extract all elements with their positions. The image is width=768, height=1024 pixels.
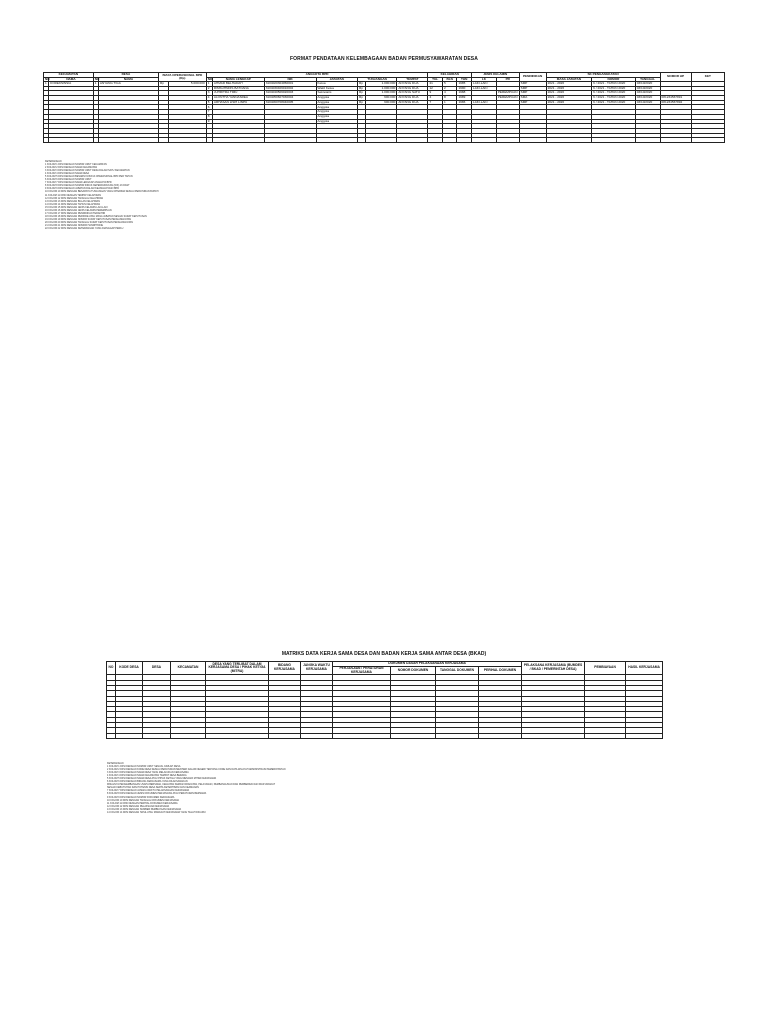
table-cell: PEREMPUAN	[497, 90, 518, 95]
table-cell: 1.000.000	[366, 91, 397, 96]
th-kecamatan: KECAMATAN	[44, 73, 94, 78]
table-cell: 9	[206, 119, 212, 124]
note-line: 7 KOLOM 7 DIISI DENGAN NAMA LENGKAP ANGGOTA BPD	[45, 181, 112, 185]
note-line: 20 KOLOM 20 DIISI DENGAN TANGGAL SURAT KEPUTUSAN PENGANGKATAN	[45, 220, 133, 224]
table-cell: 3	[206, 91, 212, 96]
table-cell: 900.000	[366, 96, 397, 101]
table-cell: Rp	[159, 82, 169, 87]
table-cell: Rp	[357, 86, 365, 91]
table-cell: JUHRITRA TIMU	[212, 91, 264, 96]
table-cell: 081234567891	[660, 96, 691, 101]
note-line: 11 KOLOM 11 DIISI DENGAN PERIHAL DOKUMEN KERJASAMA	[107, 801, 178, 805]
table-cell	[660, 138, 691, 143]
th-ket: KET	[691, 73, 724, 82]
table-cell: ANYANG DUA	[397, 86, 428, 91]
table-cell	[635, 138, 660, 143]
table-cell: 8	[442, 96, 457, 101]
th2-no: NO	[107, 662, 116, 675]
table-cell: SMA	[519, 96, 546, 101]
table-cell	[626, 733, 663, 738]
table-cell: 2021 - 2026	[546, 100, 592, 105]
note-line: MISALNYA PENGEMBANGAN USAHA BERSAMA, KEGIATAN KEMASYARAKATAN, PELAYANAN, PEMBANGUNAN DAN PEMBERDAYAAN MASYARAKAT	[107, 783, 276, 787]
note-line: 5 KOLOM 5 DIISI DENGAN BESARNYA BIAYA OPERASIONAL BPD PER TAHUN	[45, 175, 133, 179]
th-jabatan: JABATAN	[316, 77, 357, 82]
table-cell: 7	[206, 110, 212, 115]
table-row	[44, 138, 725, 143]
th2-nomor-dok: NOMOR DOKUMEN	[391, 666, 436, 675]
th2-kecamatan: KECAMATAN	[171, 662, 206, 675]
table-cell: 1	[206, 82, 212, 87]
th-anggota: ANGGOTA BPD	[206, 73, 428, 78]
table-cell	[171, 733, 206, 738]
table-cell: Ketua	[316, 82, 357, 87]
table-cell: 8	[206, 114, 212, 119]
th2-desa-terlibat: DESA YANG TERLIBAT DALAM KERJASAMA DESA / PIHAK KETIGA (MITRA)	[206, 662, 269, 675]
table-cell	[428, 138, 443, 143]
note-line: 2 KOLOM 2 DIISI DENGAN KODE DESA SESUAI PERATURAN MENTERI DALAM NEGERI TENTANG KODE DAN DATA WILAYAH ADMINISTRASI PEMERINTAHAN	[107, 768, 286, 772]
table-cell: Anggota	[316, 105, 357, 110]
note-line: 10 KOLOM 10 DIISI DENGAN TANGGAL DOKUMEN KERJASAMA	[107, 798, 179, 802]
note-line: 10 KOLOM 10 DIISI DENGAN BESARNYA TUNJANGAN YANG DITERIMA SESUAI PERATURAN BUPATI	[45, 190, 159, 194]
table-cell: RIMSUHNDIS BATOANA	[212, 86, 264, 91]
table-cell: 03/10/2020	[635, 82, 660, 87]
note-line: 13 KOLOM 13 DIISI DENGAN SUMBER PEMBIAYAAN KERJASAMA	[107, 807, 182, 811]
table-cell	[366, 138, 397, 143]
table-cell	[169, 138, 206, 143]
th2-bidang: BIDANG KERJASAMA	[269, 662, 301, 675]
note-line: 6 KOLOM 6 DIISI DENGAN NOMOR URUT	[45, 178, 92, 182]
table-cell: 3104040506020003	[264, 91, 316, 96]
table-cell: PEREMPUAN	[497, 95, 518, 100]
th-tgl: TGL	[428, 77, 443, 82]
th-no-desa: NO	[94, 76, 100, 81]
table-cell	[116, 733, 143, 738]
doc2-title: MATRIKS DATA KERJA SAMA DESA DAN BADAN KERJA SAMA ANTAR DESA (BKAD)	[281, 651, 487, 657]
note-line: 1 KOLOM 1 DIISI DENGAN NOMOR URUT KECAMATAN	[45, 163, 107, 167]
doc1-notes-title: KETERANGAN	[45, 160, 62, 163]
table-cell	[471, 138, 496, 143]
table-cell: 2	[442, 86, 457, 91]
table-cell: SMP	[519, 82, 546, 87]
th2-jangka: JANGKA WAKTU KERJASAMA	[301, 662, 333, 675]
table-cell: 4	[442, 91, 457, 96]
note-line: 5 KOLOM 5 DIISI DENGAN NAMA DESA ATAU PIHAK KETIGA YANG MENJADI MITRA KERJASAMA	[107, 777, 217, 781]
doc1-notes	[45, 160, 159, 230]
th-biaya: BIAYA OPERASIONAL BPD (Rp)	[159, 73, 207, 82]
note-line: 16 KOLOM 16 DIISI DENGAN JENIS KELAMIN PEREMPUAN	[45, 208, 112, 212]
table-cell: ANYANG SATU	[397, 91, 428, 96]
th-desa: DESA	[93, 73, 158, 78]
table-cell	[691, 138, 724, 143]
table-cell: 2021 - 2026	[546, 91, 592, 96]
note-line: 13 KOLOM 13 DIISI DENGAN BULAN KELAHIRAN	[45, 199, 101, 203]
table-cell	[316, 138, 357, 143]
note-line: SESUAI KEBUTUHAN DAN POTENSI DESA SERTA KETERTIBAN DAN KEAMANAN	[107, 786, 199, 790]
table-cell: 03/10/2020	[635, 86, 660, 91]
table-cell: 03/10/2020	[635, 96, 660, 101]
table-cell: 1989	[457, 96, 472, 101]
table-cell: 6 / 2021 - TAHUN 2020	[592, 86, 636, 91]
table-cell: LAKI-LAKI	[471, 82, 496, 87]
th2-tanggal-dok: TANGGAL DOKUMEN	[436, 666, 479, 675]
note-line: 9 KOLOM 9 DIISI DENGAN JABATAN DALAM KEANGGOTAAN BPD	[45, 187, 119, 191]
table-cell: AHMAD BELHADAH	[212, 82, 264, 87]
note-line: 4 KOLOM 4 DIISI DENGAN NAMA DESA	[45, 172, 90, 176]
table-cell: 900.000	[366, 100, 397, 105]
table-cell	[264, 138, 316, 143]
table-cell: 9	[428, 91, 443, 96]
table-cell: 6 / 2021 - TAHUN 2020	[592, 82, 636, 87]
table-cell: 03/10/2020	[635, 100, 660, 105]
note-line: 22 KOLOM 22 DIISI DENGAN KETERANGAN YANG DIANGGAP PERLU	[45, 227, 124, 231]
table-cell	[391, 733, 436, 738]
th2-perihal-dok: PERIHAL DOKUMEN	[479, 666, 522, 675]
note-line: 12 KOLOM 12 DIISI DENGAN PELAKSANA KERJASAMA	[107, 804, 170, 808]
table-cell	[546, 138, 592, 143]
th2-dokumen: DOKUMEN DASAR PELAKSANAAN KERJASAMA	[333, 662, 522, 667]
table-cell: 5	[442, 82, 457, 87]
table-cell: 1.000.000	[366, 86, 397, 91]
table-cell: Rp	[357, 96, 365, 101]
table-cell: 12	[428, 86, 443, 91]
note-line: 18 KOLOM 18 DIISI DENGAN PERIODE ATAU MASA JABATAN SESUAI SURAT KEPUTUSAN	[45, 214, 147, 218]
doc2-notes	[107, 762, 285, 814]
table-cell	[212, 138, 264, 143]
table-cell: 6 / 2021 - TAHUN 2020	[592, 91, 636, 96]
table-cell: 7	[428, 100, 443, 105]
table-cell: ANYANG DUA	[397, 96, 428, 101]
table-cell: SMP	[519, 91, 546, 96]
table-cell	[159, 138, 169, 143]
table-cell	[301, 733, 333, 738]
note-line: 1 KOLOM 1 DIISI DENGAN NOMOR URUT SESUAI JUMLAH DESA	[107, 765, 181, 769]
table-cell: Wakil Ketua	[316, 86, 357, 91]
note-line: 9 KOLOM 9 DIISI DENGAN NOMOR DOKUMEN KERJASAMA	[107, 795, 175, 799]
table-cell: ARHASAN LISPI LINPU	[212, 100, 264, 105]
table-cell: 1	[45, 81, 47, 86]
table-cell: 2	[206, 86, 212, 91]
table-cell: 1	[94, 81, 97, 86]
th-nomor-hp: NOMOR HP	[660, 73, 691, 82]
note-line: 8 KOLOM 8 DIISI DENGAN NOMOR INDUK KEPENDUDUKAN (NIK) 16 DIGIT	[45, 184, 130, 188]
th-sk: SK PENGANGKATAN	[546, 73, 660, 78]
table-cell: 21	[428, 82, 443, 87]
bkad-table	[106, 661, 663, 739]
note-line: 3 KOLOM 3 DIISI DENGAN NAMA DESA YANG MELAKUKAN KERJASAMA	[107, 771, 189, 775]
table-cell	[442, 138, 457, 143]
th-lk: LK	[471, 77, 496, 82]
table-cell: SMP	[519, 100, 546, 105]
table-cell: 2021 - 2026	[546, 96, 592, 101]
table-cell: 6 / 2021 - TAHUN 2020	[592, 100, 636, 105]
table-cell	[143, 733, 171, 738]
table-cell	[496, 138, 519, 143]
note-line: 21 KOLOM 21 DIISI DENGAN NOMOR HANDPHONE	[45, 223, 103, 227]
table-cell: 3104050607030004	[264, 96, 316, 101]
table-cell: 1988	[457, 91, 472, 96]
table-cell	[479, 733, 522, 738]
table-cell: ALONTHA YANNASREA	[212, 96, 264, 101]
doc2-notes-title: KETERANGAN	[107, 762, 124, 765]
th-kelahiran: KELAHIRAN	[428, 73, 472, 78]
table-cell: 1.000.000	[366, 82, 397, 87]
th-tanggal: TANGGAL	[635, 77, 660, 82]
note-line: 4 KOLOM 4 DIISI DENGAN NAMA KECAMATAN TEMPAT DESA BERADA	[107, 774, 187, 778]
note-line: 15 KOLOM 15 DIISI DENGAN JENIS KELAMIN LAKI-LAKI	[45, 205, 108, 209]
table-cell: SMP	[519, 86, 546, 91]
note-line: 3 KOLOM 3 DIISI DENGAN NOMOR URUT DESA DALAM SATU KECAMATAN	[45, 169, 130, 173]
th-nama-kec: NAMA	[49, 77, 94, 82]
note-line: 12 KOLOM 12 DIISI DENGAN TANGGAL KELAHIRAN	[45, 196, 104, 200]
th2-hasil: HASIL KERJASAMA	[626, 662, 663, 675]
note-line: 2 KOLOM 2 DIISI DENGAN NAMA KECAMATAN	[45, 166, 98, 170]
table-cell	[457, 138, 472, 143]
note-line: 19 KOLOM 19 DIISI DENGAN NOMOR SURAT KEPUTUSAN PENGANGKATAN	[45, 217, 132, 221]
table-cell: Anggota	[316, 114, 357, 119]
bpd-table	[43, 72, 725, 143]
th-jenis-kelamin: JENIS KELAMIN	[471, 73, 519, 78]
table-cell: 6 / 2021 - TAHUN 2020	[592, 96, 636, 101]
table-cell: 2021 - 2026	[546, 82, 592, 87]
th-pendidikan: PENDIDIKAN	[519, 73, 546, 82]
note-line: 11 KOLOM 11 DIISI DENGAN TEMPAT KELAHIRAN	[45, 193, 101, 197]
table-cell	[522, 733, 585, 738]
table-cell: 3104030406010002	[264, 86, 316, 91]
doc1-title: FORMAT PENDATAAN KELEMBAGAAN BADAN PERMUSYAWARATAN DESA	[290, 56, 478, 62]
th-nik: NIK	[264, 77, 316, 82]
table-cell: LAKI-LAKI	[471, 86, 496, 91]
table-cell: 3104020304050001	[264, 82, 316, 87]
table-cell: ANYANG TIGA	[98, 82, 158, 87]
th-no-anggota: NO	[207, 76, 213, 81]
th-tempat: TEMPAT	[397, 77, 428, 82]
note-line: 7 KOLOM 7 DIISI DENGAN JANGKA WAKTU PELAKSANAAN KERJASAMA	[107, 789, 190, 793]
table-cell	[107, 733, 116, 738]
table-cell	[397, 138, 428, 143]
table-cell	[333, 733, 391, 738]
table-cell: Rp	[357, 91, 365, 96]
table-cell: Anggota	[316, 119, 357, 124]
table-cell: 4	[206, 96, 212, 101]
th2-desa: DESA	[143, 662, 171, 675]
table-cell: 1	[442, 100, 457, 105]
table-cell: 1990	[457, 86, 472, 91]
note-line: 14 KOLOM 14 DIISI DENGAN TAHUN KELAHIRAN	[45, 202, 101, 206]
table-cell: KOREKSINSIA	[49, 82, 94, 87]
table-cell: 5.000.000	[169, 82, 206, 87]
table-cell	[206, 733, 269, 738]
th2-perjanjian: PERJANJIAN / PERATURAN KERJASAMA	[333, 666, 391, 675]
note-line: 6 KOLOM 6 DIISI DENGAN BIDANG KERJASAMA YANG DILAKSANAKAN	[107, 780, 188, 784]
table-cell: ANYANG DUA	[397, 82, 428, 87]
note-line: 8 KOLOM 8 DIISI DENGAN JENIS DOKUMEN PERJANJIAN ATAU PERATURAN BERSAMA	[107, 792, 207, 796]
table-cell	[269, 733, 301, 738]
table-cell: 03/10/2020	[635, 91, 660, 96]
table-cell: 6	[206, 105, 212, 110]
th2-pelaksana: PELAKSANA KERJASAMA (BUMDES / BKAD / PEMERINTAH DESA)	[522, 662, 585, 675]
table-cell	[98, 138, 158, 143]
table-cell	[357, 138, 365, 143]
note-line: 14 KOLOM 14 DIISI DENGAN HASIL ATAU MANFAAT KERJASAMA YANG TELAH DICAPAI	[107, 810, 206, 814]
table-cell	[519, 138, 546, 143]
table-cell	[585, 733, 626, 738]
table-cell: 1985	[457, 82, 472, 87]
th-masa-jabatan: MASA JABATAN	[546, 77, 592, 82]
table-cell: 4	[428, 96, 443, 101]
table-cell	[592, 138, 636, 143]
th-nama-desa: NAMA	[98, 77, 158, 82]
table-cell: ANYANG DUA	[397, 100, 428, 105]
th-nama-lengkap: NAMA LENGKAP	[212, 77, 264, 82]
th-no-kec: NO	[45, 76, 50, 81]
th2-pembiayaan: PEMBIAYAAN	[585, 662, 626, 675]
table-cell: Anggota	[316, 100, 357, 105]
table-cell: Rp	[357, 82, 365, 87]
table-cell	[49, 138, 94, 143]
table-cell: Anggota	[316, 96, 357, 101]
th-tunjangan: TUNJANGAN	[357, 77, 396, 82]
table-cell	[436, 733, 479, 738]
table-cell: Sekretaris	[316, 91, 357, 96]
table-cell: LAKI-LAKI	[471, 100, 496, 105]
table-cell: Rp	[357, 100, 365, 105]
table-row	[107, 733, 663, 738]
table-cell: 5	[206, 100, 212, 105]
th-bln: BLN	[442, 77, 457, 82]
note-line: 17 KOLOM 17 DIISI DENGAN PENDIDIKAN TERAKHIR	[45, 211, 106, 215]
table-cell: 3104060708040005	[264, 100, 316, 105]
table-cell: Anggota	[316, 110, 357, 115]
th-nomor: NOMOR	[592, 77, 636, 82]
table-cell: 081234567892	[660, 100, 691, 105]
th-pr: PR	[496, 77, 519, 82]
table-cell: 2021 - 2026	[546, 86, 592, 91]
th-thn: THN	[457, 77, 472, 82]
th2-kode-desa: KODE DESA	[116, 662, 143, 675]
table-cell: 1986	[457, 100, 472, 105]
